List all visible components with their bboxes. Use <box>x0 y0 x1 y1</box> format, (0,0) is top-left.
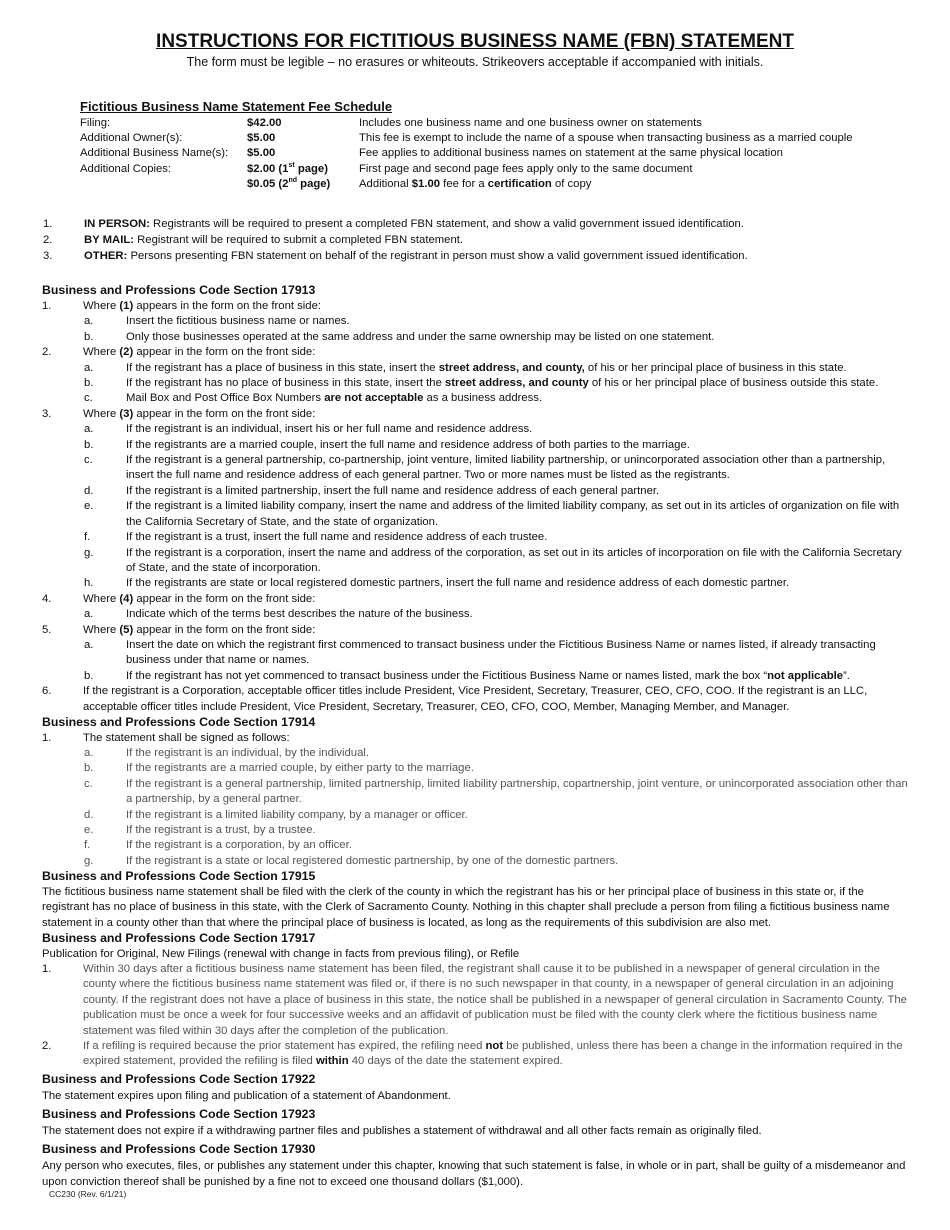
sub-item: a. Insert the fictitious business name or names. <box>84 315 350 328</box>
fee-amount: $0.05 (2nd page) <box>247 176 331 190</box>
sub-item: b. If the registrants are a married couple, by either party to the marriage. <box>84 762 474 775</box>
form-revision: CC230 (Rev. 6/1/21) <box>49 1189 127 1199</box>
fee-note: This fee is exempt to include the name of a spouse when transacting business as a married couple <box>359 132 853 145</box>
item-text: If the registrant is a trust, insert the full name and residence address of each trustee. <box>126 531 548 544</box>
section-text: Any person who executes, files, or publishes any statement under this chapter, knowing that such statement is false, in whole or in part, shall be guilty of a misdemeanor and upon conviction thereof shall be punished by a fine not to exceed one thousand dollars ($1,000). <box>42 1160 906 1188</box>
fee-schedule-heading: Fictitious Business Name Statement Fee Schedule <box>80 99 393 114</box>
fee-note: Fee applies to additional business names on statement at the same physical location <box>359 147 783 160</box>
section-intro: Publication for Original, New Filings (renewal with change in facts from previous filing), or Refile <box>42 947 520 960</box>
item-text: Insert the fictitious business name or names. <box>126 315 350 328</box>
item-text: Where (3) appear in the form on the front side: <box>83 407 316 420</box>
section-heading-17915: Business and Professions Code Section 17915 <box>42 869 316 884</box>
sub-item: c. If the registrant is a general partnership, co-partnership, joint venture, limited liability partnership, or unincorporated association other than a partnership, insert the full name and residence address of each general partner. Two or more names must be listed as the registrants. <box>84 454 886 482</box>
section-heading-17913: Business and Professions Code Section 17913 <box>42 283 316 297</box>
list-item: 5. Where (5) appear in the form on the front side: <box>42 623 316 636</box>
fee-label: Additional Owner(s): <box>80 132 183 145</box>
fee-amount: $2.00 (1st page) <box>247 161 328 175</box>
item-number: 3. <box>43 250 53 262</box>
sub-item: c. Mail Box and Post Office Box Numbers are not acceptable as a business address. <box>84 392 543 405</box>
sub-item: g. If the registrant is a state or local registered domestic partnership, by one of the domestic partners. <box>84 854 619 867</box>
item-text: If the registrant has not yet commenced to transact business under the Fictitious Business Name or names listed, mark the box “not applicable”. <box>126 669 850 682</box>
sub-item: g. If the registrant is a corporation, insert the name and address of the corporation, as set out in its articles of incorporation on file with the California Secretary of State, and the state of incorporation. <box>84 546 902 574</box>
item-text: Mail Box and Post Office Box Numbers are not acceptable as a business address. <box>126 392 543 405</box>
sub-item: f. If the registrant is a trust, insert the full name and residence address of each trustee. <box>84 531 548 544</box>
item-text: Only those businesses operated at the same address and under the same ownership may be listed on one statement. <box>126 330 715 343</box>
sub-item: a. If the registrant is an individual, by the individual. <box>84 746 370 759</box>
item-text: If the registrant is a limited liability company, insert the name and address of the limited liability company, as set out in its articles of organization on file with the California Secretary of State, and the state of organization. <box>126 500 900 528</box>
item-text: If the registrant is an individual, by the individual. <box>126 746 370 759</box>
section-heading-17923: Business and Professions Code Section 17923 <box>42 1106 316 1121</box>
item-text: Registrant will be required to submit a completed FBN statement. <box>134 234 464 246</box>
list-item: 2. If a refiling is required because the prior statement has expired, the refiling need not be published, unless there has been a change in the information required in the expired statement, provided the refiling is filed within 40 days of the date the statement expired. <box>42 1040 903 1068</box>
item-text: If the registrant is a limited liability company, by a manager or officer. <box>126 808 468 821</box>
item-text: Where (5) appear in the form on the front side: <box>83 623 316 636</box>
item-text: Where (2) appear in the form on the front side: <box>83 346 316 359</box>
item-text: If the registrant is a Corporation, acceptable officer titles include President, Vice President, Secretary, Treasurer, CEO, CFO, COO. If the registrant is an LLC, acceptable officer titles include President, Vice President, Secretary, Treasurer, CEO, CFO, COO, Member, Managing Member, and Manager. <box>83 685 868 713</box>
item-text: If the registrant is a corporation, by an officer. <box>126 839 352 852</box>
item-text: The statement shall be signed as follows: <box>83 731 290 744</box>
item-text: Indicate which of the terms best describes the nature of the business. <box>126 608 473 621</box>
item-text: If the registrant is a limited partnership, insert the full name and residence address of each general partner. <box>126 484 660 497</box>
item-text: If the registrant has a place of business in this state, insert the street address, and county, of his or her principal place of business in this state. <box>126 361 847 374</box>
item-text: If the registrant is a general partnership, limited partnership, limited liability partnership, copartnership, joint venture, or unincorporated association other than a partnership, by a general partner. <box>126 777 908 806</box>
fee-note: Additional $1.00 fee for a certification of copy <box>359 177 592 190</box>
fee-amount: $42.00 <box>247 117 282 129</box>
page-subtitle: The form must be legible – no erasures or whiteouts. Strikeovers acceptable if accompanied with initials. <box>186 55 764 69</box>
item-text: If the registrant is a corporation, insert the name and address of the corporation, as set out in its articles of incorporation on file with the California Secretary of State, and the state of incorporation. <box>126 546 902 574</box>
sub-item: b. If the registrant has not yet commenced to transact business under the Fictitious Business Name or names listed, mark the box “not applicable”. <box>84 669 850 682</box>
list-item: 1. The statement shall be signed as follows: <box>42 731 290 744</box>
fee-note: First page and second page fees apply only to the same document <box>359 162 693 175</box>
list-item: 4. Where (4) appear in the form on the front side: <box>42 592 316 605</box>
item-text: Insert the date on which the registrant first commenced to transact business under the Fictitious Business Name or names listed, if already transacting business under that name or names. <box>126 638 876 667</box>
sub-item: f. If the registrant is a corporation, by an officer. <box>84 839 352 852</box>
sub-item: a. Insert the date on which the registrant first commenced to transact business under the Fictitious Business Name or names listed, if already transacting business under that name or names. <box>84 638 876 667</box>
page-title: INSTRUCTIONS FOR FICTITIOUS BUSINESS NAME (FBN) STATEMENT <box>156 31 794 52</box>
list-item <box>43 217 923 233</box>
sub-item: d. If the registrant is a limited liability company, by a manager or officer. <box>84 808 468 821</box>
sub-item: a. If the registrant is an individual, insert his or her full name and residence address. <box>84 423 533 436</box>
sub-item: e. If the registrant is a trust, by a trustee. <box>84 824 316 836</box>
item-text: If the registrant is an individual, insert his or her full name and residence address. <box>126 423 533 436</box>
filing-methods-list <box>43 217 923 265</box>
sub-item: c. If the registrant is a general partnership, limited partnership, limited liability partnership, copartnership, joint venture, or unincorporated association other than a partnership, by a general partner. <box>84 777 908 806</box>
sub-item: a. Indicate which of the terms best describes the nature of the business. <box>84 608 473 621</box>
list-item: 3. Where (3) appear in the form on the front side: <box>42 407 316 420</box>
fee-note: Includes one business name and one business owner on statements <box>359 117 702 129</box>
section-heading-17914: Business and Professions Code Section 17914 <box>42 714 316 729</box>
code-sections <box>42 281 912 1190</box>
section-heading-17917: Business and Professions Code Section 17917 <box>42 931 316 946</box>
list-item: 1. Within 30 days after a fictitious business name statement has been filed, the registrant shall cause it to be published in a newspaper of general circulation in the county where the fictitious business name statement was filed or, if there is no such newspaper in that county, in a newspaper of general circulation in an adjoining county. If the registrant does not have a place of business in this state, the notice shall be published in a newspaper of general circulation in Sacramento County. The publication must be once a week for four successive weeks and an affidavit of publication must be filed with the county clerk where the fictitious business name statement was filed within 30 days after the completion of the publication. <box>42 963 907 1037</box>
sub-item: d. If the registrant is a limited partnership, insert the full name and residence address of each general partner. <box>84 484 660 497</box>
item-lead: IN PERSON: <box>84 218 150 230</box>
fee-amount: $5.00 <box>247 132 276 145</box>
item-text: If the registrant has no place of business in this state, insert the street address, and county of his or her principal place of business outside this state. <box>126 377 879 390</box>
item-text: Persons presenting FBN statement on behalf of the registrant in person must show a valid government issued identification. <box>127 250 748 262</box>
sub-item: h. If the registrants are state or local registered domestic partners, insert the full name and residence address of each domestic partner. <box>84 577 790 590</box>
section-text: The statement expires upon filing and publication of a statement of Abandonment. <box>42 1090 451 1103</box>
item-lead: OTHER: <box>84 250 128 262</box>
item-text: If the registrants are a married couple, insert the full name and residence address of both parties to the marriage. <box>126 438 690 451</box>
sub-item: b. If the registrant has no place of business in this state, insert the street address, and county of his or her principal place of business outside this state. <box>84 377 879 390</box>
sub-item: e. If the registrant is a limited liability company, insert the name and address of the limited liability company, as set out in its articles of organization on file with the California Secretary of State, and the state of organization. <box>84 500 900 528</box>
list-item: 6. If the registrant is a Corporation, acceptable officer titles include President, Vice President, Secretary, Treasurer, CEO, CFO, COO. If the registrant is an LLC, acceptable officer titles include President, Vice President, Secretary, Treasurer, CEO, CFO, COO, Member, Managing Member, and Manager. <box>42 685 868 713</box>
sub-item: a. If the registrant has a place of business in this state, insert the street address, and county, of his or her principal place of business in this state. <box>84 361 847 374</box>
section-heading-17930: Business and Professions Code Section 17930 <box>42 1141 316 1156</box>
section-text: The fictitious business name statement shall be filed with the clerk of the county in which the registrant has his or her principal place of business in this state or, if the registrant has no place of business in this state, with the Clerk of Sacramento County. Nothing in this chapter shall preclude a person from filing a fictitious business name statement in a county other than that where the principal place of business is located, as long as the requirements of this subdivision are also met. <box>42 885 890 929</box>
fee-amount: $5.00 <box>247 147 276 160</box>
item-number: 2. <box>43 234 53 246</box>
item-text: If the registrant is a state or local registered domestic partnership, by one of the domestic partners. <box>126 854 619 867</box>
fee-label: Additional Copies: <box>80 162 172 175</box>
item-text: If the registrants are state or local registered domestic partners, insert the full name and residence address of each domestic partner. <box>126 577 790 590</box>
item-text: If the registrant is a general partnership, co-partnership, joint venture, limited liability partnership, or unincorporated association other than a partnership, insert the full name and residence address of each general partner. Two or more names must be listed as the registrants. <box>126 454 886 482</box>
item-lead: BY MAIL: <box>84 234 134 246</box>
fee-label: Filing: <box>80 117 111 129</box>
fee-label: Additional Business Name(s): <box>80 147 229 160</box>
list-item <box>43 249 923 265</box>
list-item: 2. Where (2) appear in the form on the front side: <box>42 346 316 359</box>
sub-item: b. Only those businesses operated at the same address and under the same ownership may be listed on one statement. <box>84 330 715 343</box>
item-text: Where (1) appears in the form on the front side: <box>83 300 321 312</box>
section-text: The statement does not expire if a withdrawing partner files and publishes a statement of withdrawal and all other facts remain as originally filed. <box>42 1125 762 1138</box>
item-text: If the registrant is a trust, by a trustee. <box>126 824 316 836</box>
item-text: Registrants will be required to present a completed FBN statement, and show a valid government issued identification. <box>149 218 744 230</box>
list-item <box>43 233 923 249</box>
item-text: Within 30 days after a fictitious business name statement has been filed, the registrant shall cause it to be published in a newspaper of general circulation in the county where the fictitious business name statement was filed or, if there is no such newspaper in that county, in a newspaper of general circulation in an adjoining county. If the registrant does not have a place of business in this state, the notice shall be published in a newspaper of general circulation in Sacramento County. The publication must be once a week for four successive weeks and an affidavit of publication must be filed with the county clerk where the fictitious business name statement was filed within 30 days after the completion of the publication. <box>83 963 907 1037</box>
item-text: Where (4) appear in the form on the front side: <box>83 592 316 605</box>
sub-item: b. If the registrants are a married couple, insert the full name and residence address of both parties to the marriage. <box>84 438 690 451</box>
list-item: 1. Where (1) appears in the form on the front side: <box>42 300 321 312</box>
item-text: If the registrants are a married couple, by either party to the marriage. <box>126 762 474 775</box>
item-number: 1. <box>43 218 53 230</box>
section-heading-17922: Business and Professions Code Section 17922 <box>42 1071 316 1086</box>
